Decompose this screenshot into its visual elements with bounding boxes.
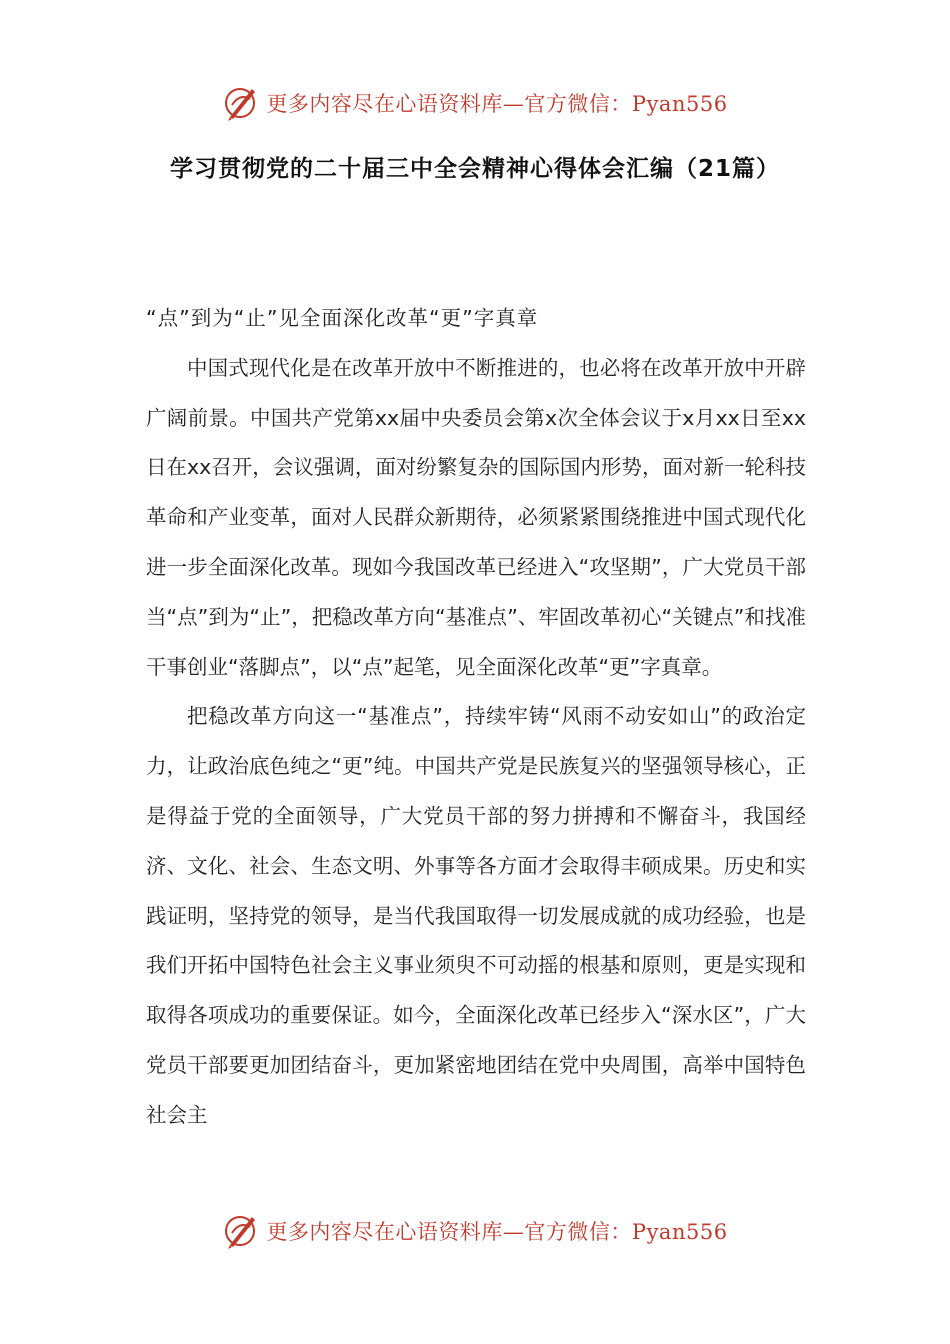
document-title: 学习贯彻党的二十届三中全会精神心得体会汇编（21篇） xyxy=(169,156,780,182)
pen-logo-icon xyxy=(222,1211,262,1251)
section-subheading: “点”到为“止”见全面深化改革“更”字真章 xyxy=(146,306,539,330)
pen-logo-icon xyxy=(222,83,262,123)
header-banner-text: 更多内容尽在心语资料库—官方微信：Pyan556 xyxy=(266,92,728,116)
document-body xyxy=(146,294,806,1141)
footer-banner-text: 更多内容尽在心语资料库—官方微信：Pyan556 xyxy=(266,1220,728,1244)
header-banner[interactable] xyxy=(0,80,950,126)
body-paragraph-1: 中国式现代化是在改革开放中不断推进的，也必将在改革开放中开辟广阔前景。中国共产党第xx届中央委员会第x次全体会议于x月xx日至xx日在xx召开，会议强调，面对纷繁复杂的国际国内形势，面对新一轮科技革命和产业变革，面对人民群众新期待，必须紧紧围绕推进中国式现代化进一步全面深化改革。现如今我国改革已经进入“攻坚期”，广大党员干部当“点”到为“止”，把稳改革方向“基准点”、牢固改革初心“关键点”和找准干事创业“落脚点”，以“点”起笔，见全面深化改革“更”字真章。 xyxy=(146,355,806,679)
body-paragraph-2: 把稳改革方向这一“基准点”，持续牢铸“风雨不动安如山”的政治定力，让政治底色纯之“更”纯。中国共产党是民族复兴的坚强领导核心，正是得益于党的全面领导，广大党员干部的努力拼搏和不懈奋斗，我国经济、文化、社会、生态文明、外事等各方面才会取得丰硕成果。历史和实践证明，坚持党的领导，是当代我国取得一切发展成就的成功经验，也是我们开拓中国特色社会主义事业须臾不可动摇的根基和原则，更是实现和取得各项成功的重要保证。如今，全面深化改革已经步入“深水区”，广大党员干部要更加团结奋斗，更加紧密地团结在党中央周围，高举中国特色社会主 xyxy=(146,704,806,1127)
footer-banner[interactable] xyxy=(0,1208,950,1254)
